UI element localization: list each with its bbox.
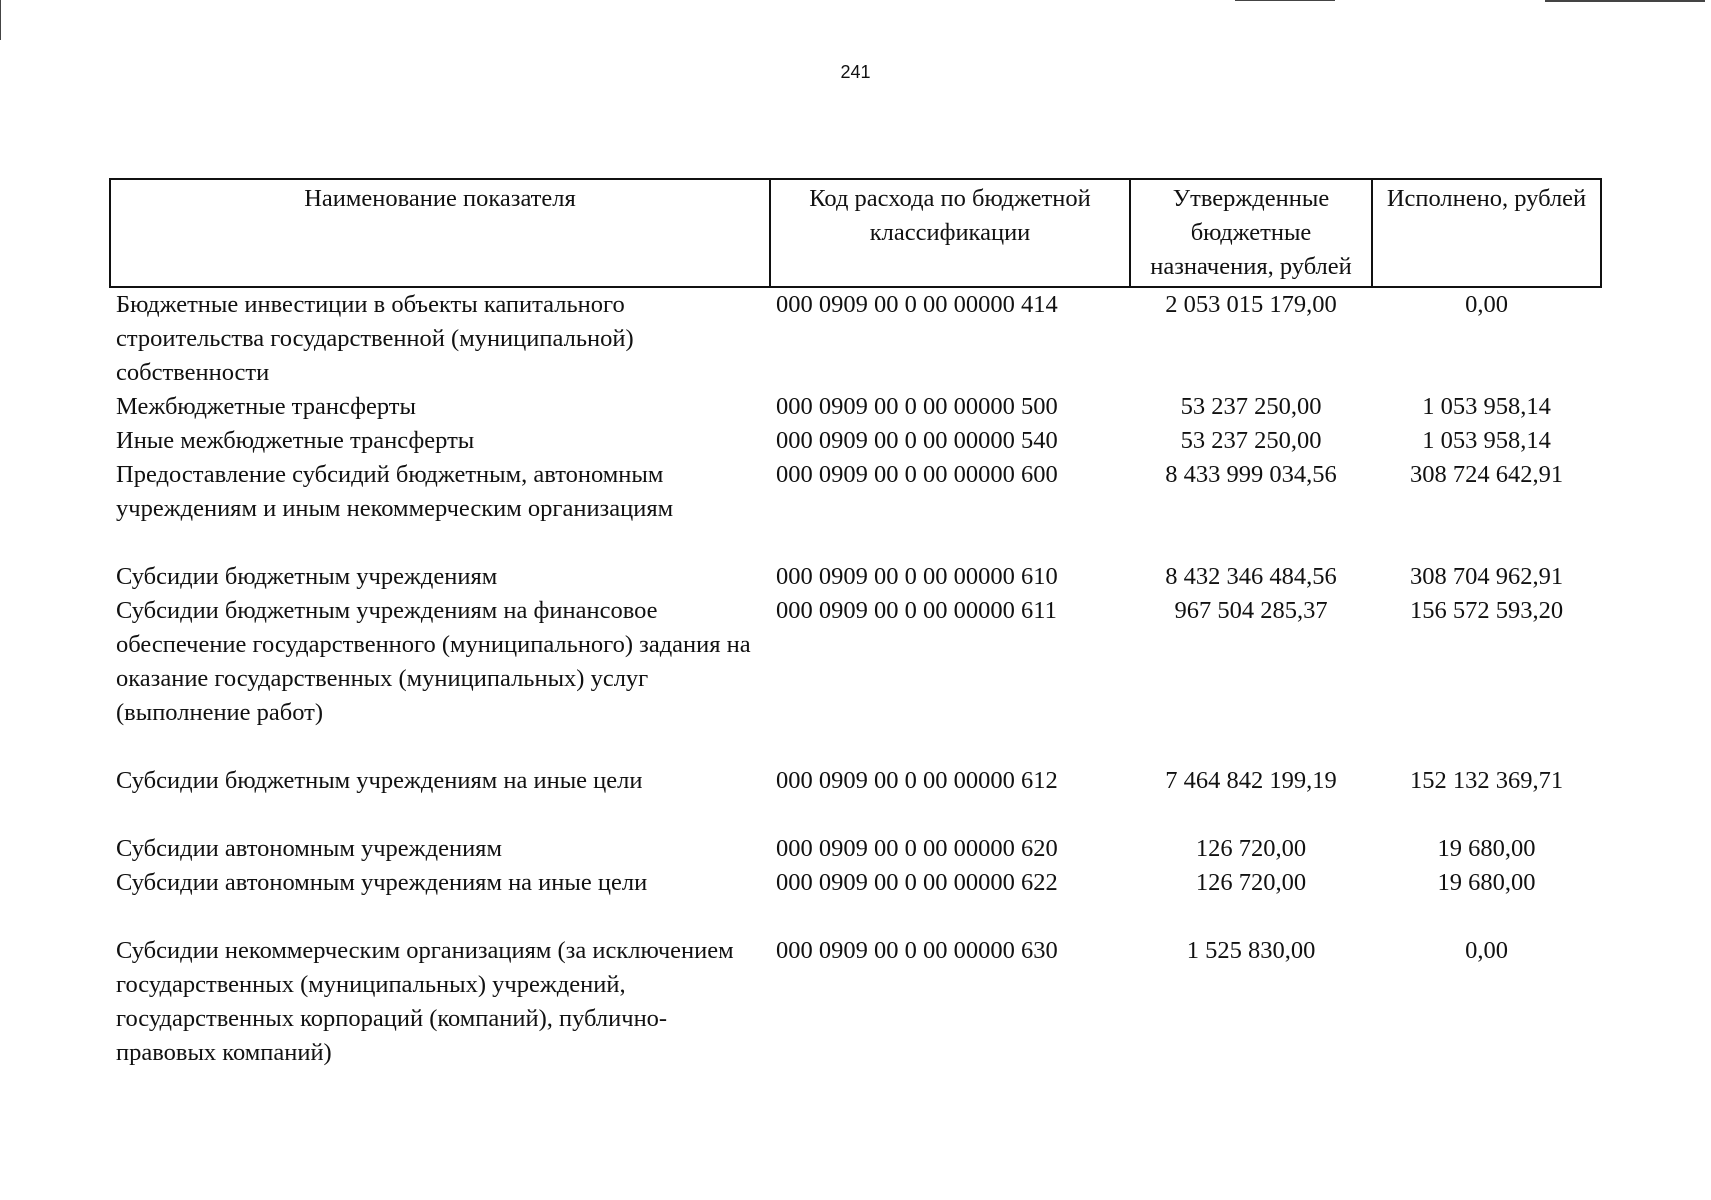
scan-artifact-line (1235, 0, 1335, 1)
row-indicator-name: Иные межбюджетные трансферты (116, 427, 475, 454)
row-approved-amount: 126 720,00 (1195, 869, 1307, 896)
row-indicator-name: Субсидии автономным учреждениям (116, 835, 502, 862)
table-row (110, 287, 1601, 390)
table-row (110, 390, 1601, 424)
row-approved-amount: 53 237 250,00 (1180, 427, 1322, 454)
row-indicator-name: Предоставление субсидий бюджетным, автономным учреждениям и иным некоммерческим организациям (116, 461, 674, 522)
table-row (110, 424, 1601, 458)
row-indicator-name: Бюджетные инвестиции в объекты капитального строительства государственной (муниципальной) собственности (116, 291, 634, 386)
row-executed-amount: 0,00 (1465, 937, 1508, 964)
row-approved-amount: 53 237 250,00 (1180, 393, 1322, 420)
table-row (110, 764, 1601, 832)
budget-execution-table (109, 178, 1602, 1070)
row-expense-code: 000 0909 00 0 00 00000 630 (776, 937, 1058, 964)
row-indicator-name: Субсидии бюджетным учреждениям на финансовое обеспечение государственного (муниципального) задания на оказание государственных (муниципальных) услуг (выполнение работ) (116, 597, 751, 726)
row-expense-code: 000 0909 00 0 00 00000 600 (776, 461, 1058, 488)
page-number: 241 (840, 62, 871, 82)
row-approved-amount: 8 433 999 034,56 (1165, 461, 1337, 488)
table-row (110, 934, 1601, 1070)
row-executed-amount: 152 132 369,71 (1409, 767, 1564, 794)
scan-artifact-line (0, 0, 1, 40)
row-approved-amount: 967 504 285,37 (1174, 597, 1328, 624)
row-expense-code: 000 0909 00 0 00 00000 500 (776, 393, 1058, 420)
row-approved-amount: 1 525 830,00 (1186, 937, 1316, 964)
header-expense-code: Код расхода по бюджетной классификации (770, 179, 1130, 287)
header-approved-amount: Утвержденные бюджетные назначения, рублей (1130, 179, 1372, 287)
row-executed-amount: 0,00 (1465, 291, 1508, 318)
row-executed-amount: 156 572 593,20 (1409, 597, 1564, 624)
table-row (110, 832, 1601, 866)
row-indicator-name: Субсидии бюджетным учреждениям (116, 563, 498, 590)
row-expense-code: 000 0909 00 0 00 00000 540 (776, 427, 1058, 454)
row-indicator-name: Субсидии некоммерческим организациям (за исключением государственных (муниципальных) учреждений, государственных корпораций (компаний), публично-правовых компаний) (116, 937, 734, 1066)
row-executed-amount: 308 704 962,91 (1409, 563, 1564, 590)
header-indicator-name: Наименование показателя (110, 179, 770, 287)
row-expense-code: 000 0909 00 0 00 00000 414 (776, 291, 1058, 318)
table-row (110, 866, 1601, 934)
row-expense-code: 000 0909 00 0 00 00000 622 (776, 869, 1058, 896)
table-row (110, 594, 1601, 764)
row-expense-code: 000 0909 00 0 00 00000 620 (776, 835, 1058, 862)
row-indicator-name: Межбюджетные трансферты (116, 393, 416, 420)
row-expense-code: 000 0909 00 0 00 00000 612 (776, 767, 1058, 794)
row-executed-amount: 19 680,00 (1437, 835, 1536, 862)
table-header-row (110, 179, 1601, 287)
row-executed-amount: 1 053 958,14 (1422, 393, 1551, 420)
table-row (110, 560, 1601, 594)
row-executed-amount: 19 680,00 (1437, 869, 1536, 896)
row-executed-amount: 308 724 642,91 (1409, 461, 1564, 488)
row-approved-amount: 2 053 015 179,00 (1165, 291, 1337, 318)
row-indicator-name: Субсидии автономным учреждениям на иные цели (116, 869, 648, 896)
row-approved-amount: 126 720,00 (1195, 835, 1307, 862)
row-expense-code: 000 0909 00 0 00 00000 610 (776, 563, 1058, 590)
header-executed-amount: Исполнено, рублей (1372, 179, 1601, 287)
row-executed-amount: 1 053 958,14 (1422, 427, 1551, 454)
row-expense-code: 000 0909 00 0 00 00000 611 (776, 597, 1057, 624)
scan-artifact-line (1545, 0, 1705, 2)
row-indicator-name: Субсидии бюджетным учреждениям на иные цели (116, 767, 643, 794)
row-approved-amount: 7 464 842 199,19 (1165, 767, 1337, 794)
table-row (110, 458, 1601, 560)
row-approved-amount: 8 432 346 484,56 (1165, 563, 1337, 590)
